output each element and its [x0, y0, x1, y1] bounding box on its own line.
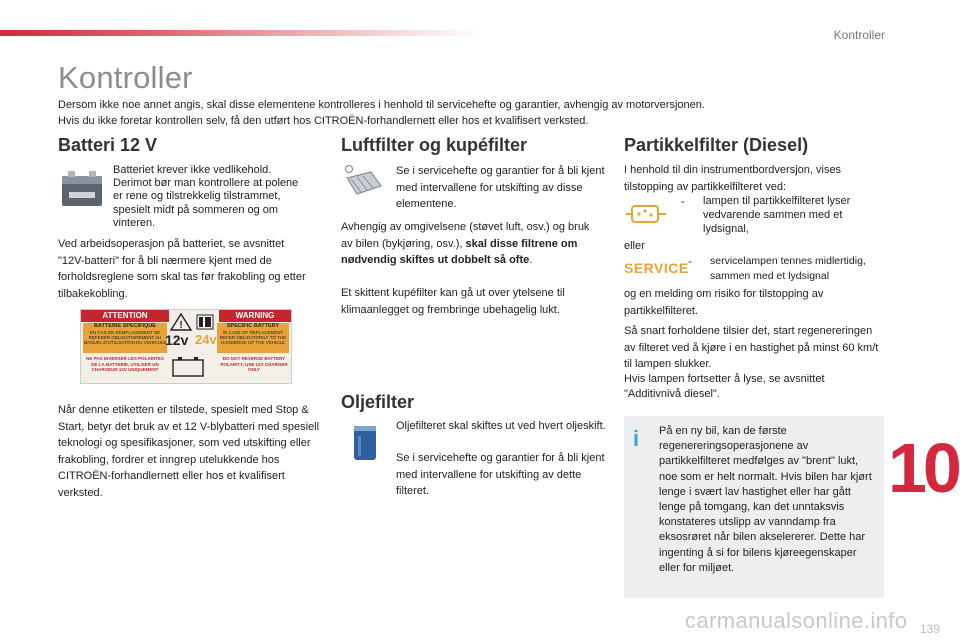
battery-maintenance-text: Batteriet krever ikke vedlikehold. Derimot bør man kontrollere at polene er rene og tilstrekkelig tilstrammet, spesielt midt på sommeren og om vinteren. [113, 164, 299, 229]
label-fr-title: BATTERIE SPECIFIQUE [94, 323, 156, 329]
label-12v: 12v [165, 332, 189, 348]
dpf-item1-dash: - [681, 196, 685, 208]
page-title: Kontroller [58, 60, 193, 95]
label-attention-text: ATTENTION [102, 311, 148, 320]
page-number: 139 [919, 622, 940, 636]
intro-text [58, 97, 918, 129]
air-filter-icon [341, 164, 385, 204]
battery-heading: Batteri 12 V [58, 135, 158, 155]
intro-line-2: Hvis du ikke foretar kontrollen selv, få den utført hos CITROËN-forhandlernett eller hos et kvalifisert verksted. [58, 115, 589, 127]
svg-text:!: ! [179, 320, 183, 331]
label-fr-body: EN CAS DE REMPLACEMENT SE REFERER OBLIGATOIREMENT AU MANUEL D'UTILISATION DU VEHICULE [83, 330, 167, 345]
chapter-number: 10 [888, 429, 958, 507]
label-en-warning: DO NOT REVERSE BATTERY POLARITY, USE 12V CHARGER ONLY [220, 356, 288, 372]
info-icon: i [632, 426, 640, 451]
oilfilter-heading: Oljefilter [341, 392, 415, 412]
info-box-text: På en ny bil, kan de første regenereringsoperasjonene av partikkelfilteret medfølges av "brent" lukt, noe som er helt normalt. Hvis bilen har kjørt lenge i svært lav hastighet eller har gått lenge på tomgang, kan det unntaksvis konstateres utslipp av vanndamp fra eksosrøret når bilen akselererer. Dette har ingenting å si for bilens kjøreegenskaper eller for miljøet. [659, 425, 872, 574]
label-attention-bar [81, 310, 169, 322]
watermark: carmanualsonline.info [685, 608, 908, 633]
dpf-heading: Partikkelfilter (Diesel) [624, 135, 809, 155]
label-fr-block [83, 323, 167, 353]
airfilter-conditions-start: Avhengig av omgivelsene (støvet luft, osv.) og bruk av bilen (bykjøring, osv.), [341, 221, 590, 250]
dpf-message-text: og en melding om risiko for tilstopping av partikkelfilteret. [624, 288, 824, 317]
label-warning-bar [219, 310, 291, 322]
oil-filter-icon [350, 422, 380, 464]
intro-line-1: Dersom ikke noe annet angis, skal disse elementene kontrolleres i henhold til servicehefte og garantier, avhengig av motorversjonen. [58, 99, 705, 111]
battery-label-explanation: Når denne etiketten er tilstede, spesielt med Stop & Start, betyr det bruk av et 12 V-blybatteri med spesiell teknologi og spesifikasjoner, som ved utskifting eller frakobling, fordrer et inngrep utelukkende hos CITROËN-forhandlernett eller hos et kvalifisert verksted. [58, 404, 320, 499]
service-warning-icon [624, 260, 689, 280]
section-header: Kontroller [833, 28, 885, 42]
label-en-title: SPECIFIC BATTERY [226, 323, 280, 329]
oilfilter-interval-text: Se i servicehefte og garantier for å bli kjent med intervallene for utskifting av dette filteret. [396, 452, 605, 497]
dpf-regeneration-text: Så snart forholdene tilsier det, start regenereringen av filteret ved å kjøre i en hastighet på minst 60 km/t til lampen slukker. [624, 325, 879, 370]
airfilter-conditions-end: . [529, 254, 533, 266]
label-warning-text: WARNING [235, 311, 275, 320]
service-icon-label: SERVICE [624, 260, 689, 276]
dpf-item2-dash: - [688, 256, 692, 268]
dpf-intro-text: I henhold til din instrumentbordversjon, vises tilstopping av partikkelfilteret ved: [624, 164, 842, 193]
oilfilter-change-text: Oljefilteret skal skiftes ut ved hvert oljeskift. [396, 420, 606, 432]
airfilter-heading: Luftfilter og kupéfilter [341, 135, 527, 155]
label-24v: 24v [195, 332, 217, 347]
dpf-item1-text: lampen til partikkelfilteret lyser vedvarende sammen med et lydsignal, [703, 195, 851, 235]
airfilter-interval-text: Se i servicehefte og garantier for å bli kjent med intervallene for utskifting av disse elementene. [396, 165, 605, 210]
top-accent-bar [0, 30, 480, 36]
battery-icon [58, 166, 106, 210]
airfilter-conditions-text [341, 219, 603, 269]
airfilter-odor-text: Et skittent kupéfilter kan gå ut over ytelsene til klimaanlegget og frembringe ubehagelig lukt. [341, 287, 565, 316]
dpf-item2-text: servicelampen tennes midlertidig, sammen med et lydsignal [710, 255, 866, 282]
dpf-additive-text: Hvis lampen fortsetter å lyse, se avsnittet "Additivnivå diesel". [624, 373, 825, 400]
label-en-body: IN CASE OF REPLACEMENT REFER OBLIGATORILY TO THE HANDBOOK OF THE VEHICLE [219, 330, 287, 345]
label-en-block [217, 323, 289, 353]
airfilter-conditions-bold: skal disse filtrene om nødvendig skiftes ut dobbelt så ofte [341, 237, 578, 266]
battery-procedure-text: Ved arbeidsoperasjon på batteriet, se avsnittet "12V-batteri" for å bli nærmere kjent med de forholdsreglene som skal tas før frakobling og etter tilbakekobling. [58, 238, 306, 300]
battery-warning-label [80, 309, 292, 384]
dpf-or-text: eller [624, 240, 645, 252]
dpf-warning-lamp-icon [624, 200, 668, 228]
label-fr-warning: NE PAS INVERSER LES POLARITES DE LA BATTERIE, UTILISER UN CHARGEUR 12V UNIQUEMENT [86, 356, 164, 372]
